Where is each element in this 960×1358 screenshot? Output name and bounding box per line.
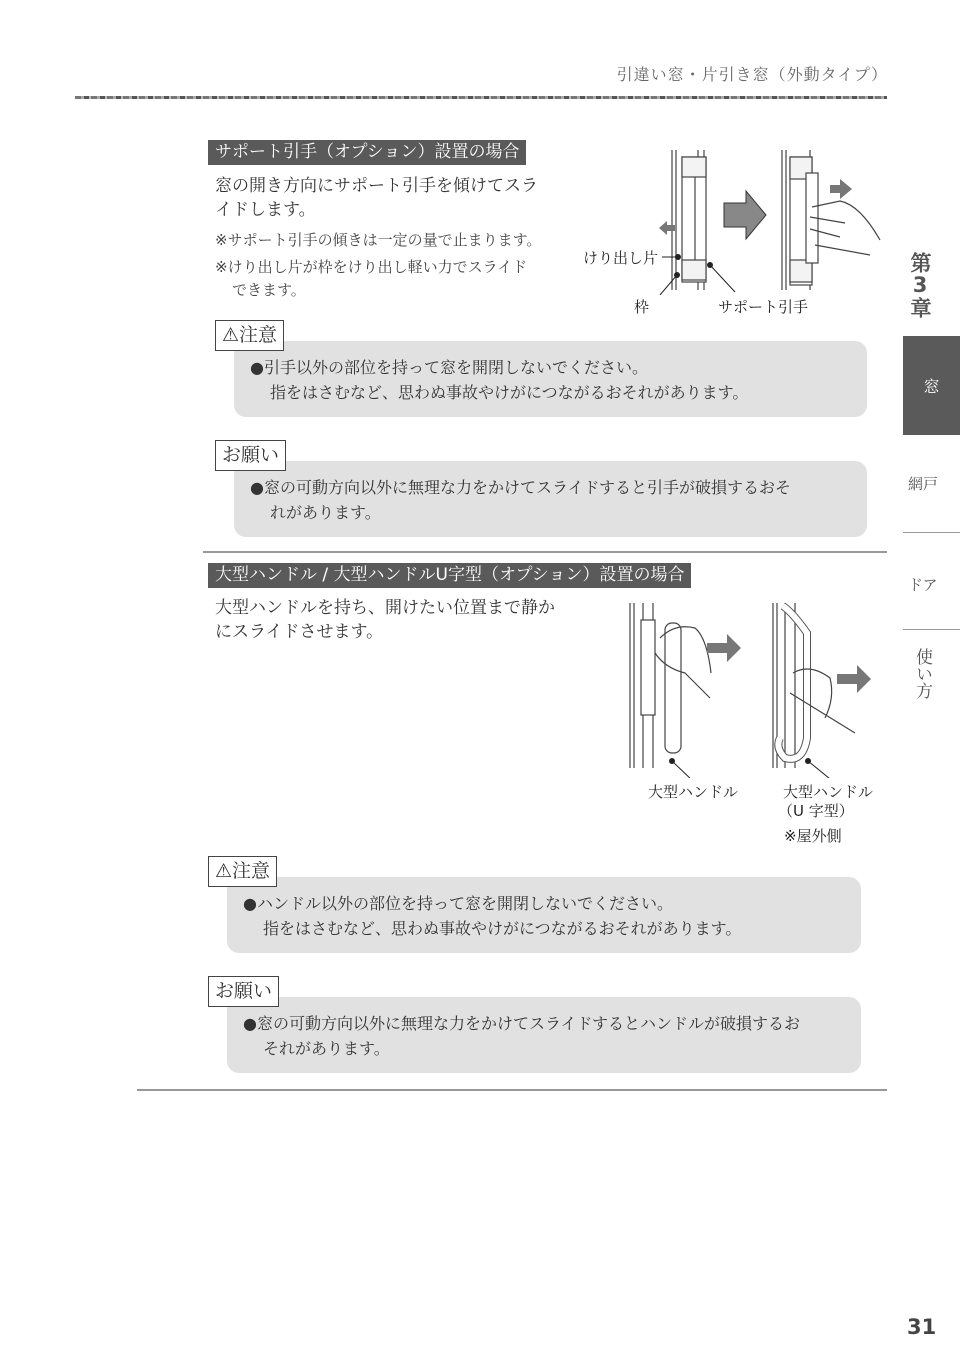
- page-number: 31: [907, 1315, 937, 1339]
- request-line: ●窓の可動方向以外に無理な力をかけてスライドすると引手が破損するおそ: [250, 478, 792, 497]
- chapter-label: 第3章: [908, 252, 932, 318]
- caution-box: [234, 341, 867, 417]
- sidebar-item-screen[interactable]: 網戸: [908, 475, 939, 493]
- caution-box: [227, 877, 861, 953]
- request-line: ●窓の可動方向以外に無理な力をかけてスライドするとハンドルが破損するお: [243, 1014, 801, 1033]
- sidebar-divider: [903, 629, 960, 630]
- body-line: にスライドさせます。: [215, 622, 384, 642]
- header-rule: [75, 96, 887, 99]
- caution-line: 指をはさむなど、思わぬ事故やけがにつながるおそれがあります。: [270, 383, 749, 402]
- caption-u-handle: 大型ハンドル: [783, 783, 874, 801]
- request-box: [234, 461, 867, 537]
- request-label: お願い: [208, 976, 279, 1007]
- sidebar-divider: [903, 532, 960, 533]
- note-line: ※けり出し片が枠をけり出し軽い力でスライド: [215, 258, 528, 276]
- request-line: それがあります。: [263, 1039, 390, 1058]
- caution-label: ⚠注意: [215, 320, 284, 351]
- sidebar-item-label: 窓: [923, 377, 940, 396]
- caution-line: ●引手以外の部位を持って窓を開閉しないでください。: [250, 358, 648, 377]
- body-line: イドします。: [215, 200, 316, 220]
- section1-body: [215, 174, 538, 222]
- caption-large-handle: 大型ハンドル: [648, 783, 739, 801]
- request-box: [227, 997, 861, 1073]
- section2-body: [215, 596, 555, 644]
- note-line: できます。: [232, 281, 306, 299]
- sidebar-item-window[interactable]: [903, 336, 960, 435]
- caution-line: ●ハンドル以外の部位を持って窓を開閉しないでください。: [243, 894, 673, 913]
- caution-label: ⚠注意: [208, 856, 277, 887]
- note-line: ※サポート引手の傾きは一定の量で止まります。: [215, 231, 542, 249]
- request-line: れがあります。: [270, 503, 381, 522]
- running-header: 引違い窓・片引き窓（外動タイプ）: [616, 65, 888, 84]
- caption-frame: 枠: [634, 298, 650, 316]
- section1-title: サポート引手（オプション）設置の場合: [208, 140, 526, 165]
- body-line: 大型ハンドルを持ち、開けたい位置まで静か: [215, 598, 555, 618]
- section1-notes: [215, 229, 541, 302]
- section-end-divider: [137, 1089, 887, 1091]
- request-label: お願い: [215, 440, 286, 471]
- caption-u-handle-sub: （U 字型）: [778, 802, 854, 820]
- caution-line: 指をはさむなど、思わぬ事故やけがにつながるおそれがあります。: [263, 919, 742, 938]
- section2-title: 大型ハンドル / 大型ハンドルU字型（オプション）設置の場合: [208, 563, 691, 588]
- large-handle-illustration: [625, 598, 885, 778]
- sidebar-item-usage[interactable]: 使い方: [912, 648, 932, 699]
- sidebar-item-door[interactable]: ドア: [908, 576, 938, 594]
- caption-outdoor: ※屋外側: [784, 827, 842, 845]
- caption-kickout: けり出し片: [583, 249, 659, 267]
- support-handle-illustration: [640, 145, 890, 295]
- section-divider: [203, 551, 887, 553]
- caption-support-handle: サポート引手: [718, 298, 809, 316]
- body-line: 窓の開き方向にサポート引手を傾けてスラ: [215, 176, 538, 196]
